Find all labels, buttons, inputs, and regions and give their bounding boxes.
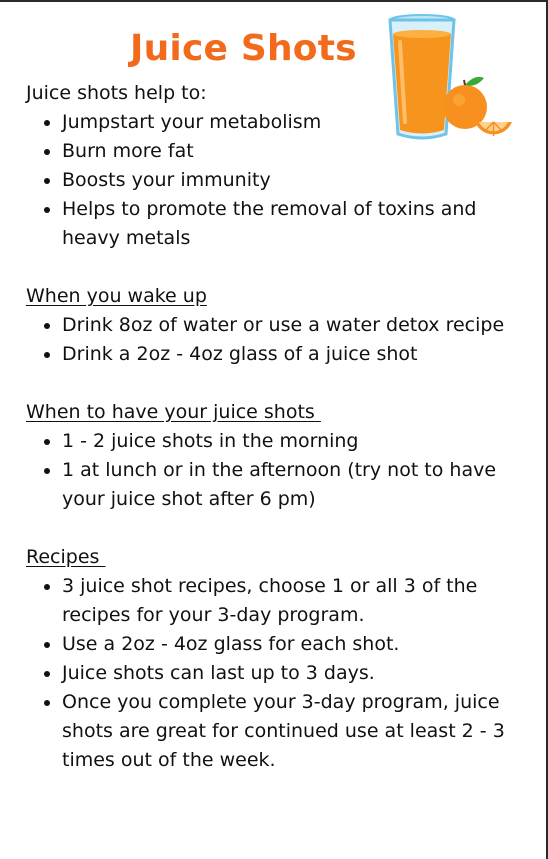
list-item: • Helps to promote the removal of toxins and heavy metals [62, 195, 526, 253]
wake-up-heading: When you wake up [26, 285, 207, 307]
list-item: • Juice shots can last up to 3 days. [62, 659, 526, 688]
recipes-list [26, 572, 526, 775]
list-item: • Jumpstart your metabolism [62, 108, 402, 137]
spacer [26, 369, 526, 398]
when-to-have-heading: When to have your juice shots [26, 401, 321, 423]
benefits-list [26, 108, 526, 253]
page-title: Juice Shots [130, 28, 357, 69]
list-item: • Burn more fat [62, 137, 402, 166]
list-item: • Use a 2oz - 4oz glass for each shot. [62, 630, 526, 659]
top-border [0, 0, 548, 2]
list-item: • 1 at lunch or in the afternoon (try not to have your juice shot after 6 pm) [62, 456, 526, 514]
list-item: • 3 juice shot recipes, choose 1 or all 3 of the recipes for your 3-day program. [62, 572, 526, 630]
list-item: • Drink 8oz of water or use a water detox recipe [62, 311, 526, 340]
wake-up-list [26, 311, 526, 369]
list-item: • 1 - 2 juice shots in the morning [62, 427, 526, 456]
intro-heading: Juice shots help to: [26, 82, 207, 104]
recipes-heading: Recipes [26, 546, 106, 568]
when-to-have-list [26, 427, 526, 514]
list-item: • Once you complete your 3-day program, juice shots are great for continued use at least 2 - 3 times out of the week. [62, 688, 526, 775]
spacer [26, 514, 526, 543]
spacer [26, 253, 526, 282]
list-item: • Drink a 2oz - 4oz glass of a juice shot [62, 340, 526, 369]
main-content [26, 79, 526, 775]
list-item: • Boosts your immunity [62, 166, 402, 195]
